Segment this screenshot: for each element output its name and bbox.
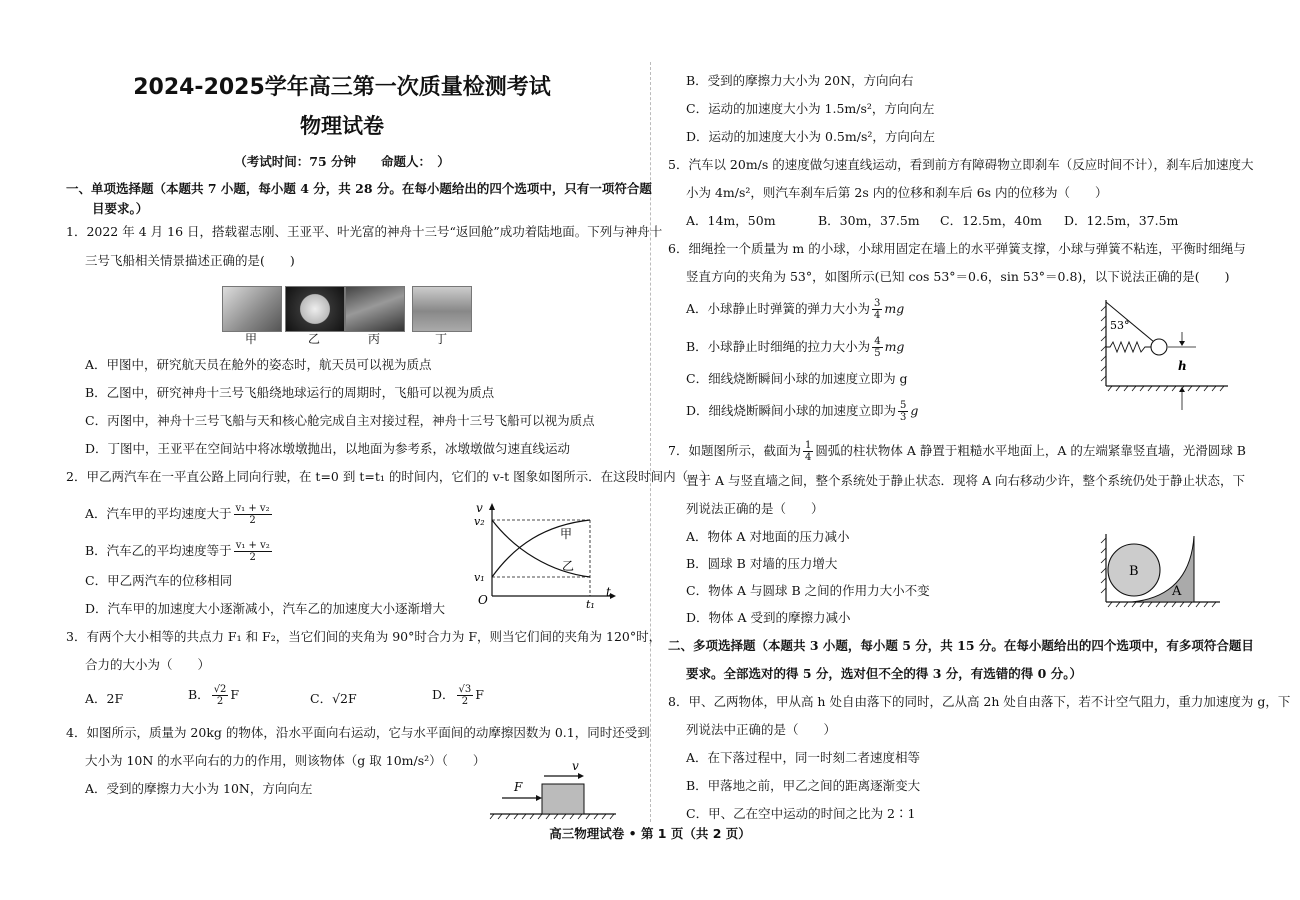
q3-option-d-suffix: F bbox=[475, 687, 484, 702]
q7-quarter-fraction bbox=[803, 440, 813, 463]
q6-option-b-text: B．小球静止时细绳的拉力大小为 bbox=[686, 339, 871, 354]
q6-spring-figure bbox=[1098, 296, 1233, 414]
q4-label-F: F bbox=[514, 780, 523, 794]
q2-stem: 2．甲乙两汽车在一平直公路上同向行驶，在 t=0 到 t=t₁ 的时间内，它们的 v-t 图象如图所示．在这段时间内（ ） bbox=[66, 469, 714, 484]
q7-stem-line1-prefix: 7．如题图所示，截面为 bbox=[668, 443, 801, 458]
section2-heading-line2: 要求。全部选对的得 5 分，选对但不全的得 3 分，有选错的得 0 分。） bbox=[686, 666, 1082, 681]
q8-option-c: C．甲、乙在空中运动的时间之比为 2∶1 bbox=[686, 806, 916, 821]
q8-option-a: A．在下落过程中，同一时刻二者速度相等 bbox=[686, 750, 921, 765]
q6-option-d bbox=[686, 400, 918, 423]
exam-info: （考试时间：75 分钟 命题人： ） bbox=[234, 154, 450, 169]
q4-stem-line1: 4．如图所示，质量为 20kg 的物体，沿水平面向右运动，它与水平面间的动摩擦因数为 0.1，同时还受到 bbox=[66, 725, 650, 740]
q1-caption-yi: 乙 bbox=[307, 332, 320, 346]
q2-label-v1: v₁ bbox=[474, 571, 485, 584]
q6-ground-hatch bbox=[1108, 386, 1224, 391]
q6-option-d-num: 5 bbox=[900, 400, 907, 411]
q6-option-a bbox=[686, 298, 904, 321]
q1-image-bing bbox=[345, 286, 405, 332]
q6-option-a-suffix: mg bbox=[884, 301, 905, 316]
q1-image-ding bbox=[412, 286, 472, 332]
q6-wall-hatch bbox=[1101, 306, 1106, 381]
q2-label-yi: 乙 bbox=[562, 559, 575, 573]
q7-option-b: B．圆球 B 对墙的压力增大 bbox=[686, 556, 838, 571]
q7-stem-line1-suffix: 圆弧的柱状物体 A 静置于粗糙水平地面上，A 的左端紧靠竖直墙，光滑圆球 B bbox=[815, 443, 1246, 458]
q6-option-d-den: 3 bbox=[900, 412, 907, 423]
q6-option-b-fraction bbox=[872, 336, 882, 359]
q7-label-A: A bbox=[1172, 584, 1182, 599]
q2-option-d: D．汽车甲的加速度大小逐渐减小，汽车乙的加速度大小逐渐增大 bbox=[85, 601, 446, 616]
q6-h-arrowhead-bottom bbox=[1179, 387, 1185, 392]
q2-option-a-text: A．汽车甲的平均速度大于 bbox=[85, 506, 232, 521]
q3-option-b-prefix: B． bbox=[188, 687, 210, 702]
q6-option-b-den: 5 bbox=[874, 348, 881, 359]
q2-label-origin: O bbox=[478, 593, 488, 607]
q6-option-b-suffix: mg bbox=[884, 339, 905, 354]
q1-option-b: B．乙图中，研究神舟十三号飞船绕地球运行的周期时，飞船可以视为质点 bbox=[85, 385, 495, 400]
q1-caption-bing: 丙 bbox=[367, 332, 380, 346]
q2-option-a bbox=[85, 503, 274, 526]
q6-option-a-den: 4 bbox=[874, 310, 881, 321]
q8-stem-line2: 列说法中正确的是（ ） bbox=[686, 722, 837, 737]
q3-option-b-num: √2 bbox=[213, 684, 227, 695]
q5-option-b: B．30m，37.5m bbox=[818, 213, 920, 228]
q4-ground-hatch bbox=[490, 814, 614, 819]
q7-quarter-den: 4 bbox=[804, 452, 812, 463]
q2-t-arrow bbox=[610, 593, 616, 599]
q6-option-d-text: D．细线烧断瞬间小球的加速度立即为 bbox=[686, 403, 897, 418]
q2-label-jia: 甲 bbox=[560, 527, 573, 541]
q7-wall-hatch bbox=[1101, 538, 1106, 593]
q6-stem-line1: 6．细绳拴一个质量为 m 的小球，小球用固定在墙上的水平弹簧支撑，小球与弹簧不粘连，平衡时细绳与 bbox=[668, 241, 1246, 256]
q4-option-c: C．运动的加速度大小为 1.5m/s²，方向向左 bbox=[686, 101, 935, 116]
q3-option-d bbox=[432, 684, 484, 707]
q2-curve-jia bbox=[492, 520, 590, 577]
q7-stem-line2: 置于 A 与竖直墙之间，整个系统处于静止状态．现将 A 向右移动少许，整个系统仍处于静止状态，下 bbox=[686, 473, 1245, 488]
section1-heading-line1: 一、单项选择题（本题共 7 小题，每小题 4 分，共 28 分。在每小题给出的四个选项中，只有一项符合题 bbox=[66, 181, 652, 196]
q6-option-d-fraction bbox=[898, 400, 908, 423]
q6-option-b bbox=[686, 336, 904, 359]
q4-block bbox=[542, 784, 584, 814]
q1-caption-ding: 丁 bbox=[434, 332, 447, 346]
exam-subtitle: 物理试卷 bbox=[300, 114, 384, 138]
q7-stem-line3: 列说法正确的是（ ） bbox=[686, 501, 824, 516]
q5-option-d: D．12.5m，37.5m bbox=[1064, 213, 1179, 228]
q6-option-a-fraction bbox=[872, 298, 882, 321]
q5-option-c: C．12.5m，40m bbox=[940, 213, 1043, 228]
q5-stem-line1: 5．汽车以 20m/s 的速度做匀速直线运动，看到前方有障碍物立即刹车（反应时间不计），刹车后加速度大 bbox=[668, 157, 1254, 172]
q4-stem-line2: 大小为 10N 的水平向右的力的作用，则该物体（g 取 10m/s²）（ ） bbox=[85, 753, 486, 768]
q5-option-a: A．14m，50m bbox=[686, 213, 776, 228]
q4-label-v: v bbox=[572, 759, 579, 773]
q3-option-d-num: √3 bbox=[458, 684, 472, 695]
q3-option-b-den: 2 bbox=[216, 696, 224, 707]
q1-option-c: C．丙图中，神舟十三号飞船与天和核心舱完成自主对接过程，神舟十三号飞船可以视为质点 bbox=[85, 413, 595, 428]
q2-fraction-b-den: 2 bbox=[249, 552, 256, 563]
q1-option-d: D．丁图中，王亚平在空间站中将冰墩墩抛出，以地面为参考系，冰墩墩做匀速直线运动 bbox=[85, 441, 571, 456]
q6-stem-line2: 竖直方向的夹角为 53°，如图所示(已知 cos 53°＝0.6，sin 53°＝0.8)，以下说法正确的是( ) bbox=[686, 269, 1230, 284]
q8-option-b: B．甲落地之前，甲乙之间的距离逐渐变大 bbox=[686, 778, 921, 793]
q3-stem-line2: 合力的大小为（ ） bbox=[85, 657, 211, 672]
q6-h-label: h bbox=[1178, 359, 1187, 373]
q6-h-arrowhead-top bbox=[1179, 341, 1185, 346]
q5-stem-line2: 小为 4m/s²，则汽车刹车后第 2s 内的位移和刹车后 6s 内的位移为（ ） bbox=[686, 185, 1108, 200]
q2-label-v: v bbox=[476, 501, 483, 515]
q7-option-c: C．物体 A 与圆球 B 之间的作用力大小不变 bbox=[686, 583, 930, 598]
q3-option-d-den: 2 bbox=[461, 696, 469, 707]
q3-option-b-fraction bbox=[212, 684, 229, 707]
exam-title: 2024-2025学年高三第一次质量检测考试 bbox=[133, 75, 551, 100]
q7-stem-line1 bbox=[668, 440, 1246, 463]
q6-angle-label: 53° bbox=[1110, 319, 1130, 332]
q4-option-b: B．受到的摩擦力大小为 20N，方向向右 bbox=[686, 73, 914, 88]
q1-stem-line2: 三号飞船相关情景描述正确的是( ) bbox=[85, 253, 295, 268]
q4-option-a: A．受到的摩擦力大小为 10N，方向向左 bbox=[85, 781, 313, 796]
q2-label-t: t bbox=[606, 585, 611, 599]
q7-arc-figure bbox=[1098, 530, 1224, 610]
q4-block-figure bbox=[488, 758, 618, 820]
q2-fraction-b-num: v₁ + v₂ bbox=[235, 540, 270, 551]
q3-option-b-suffix: F bbox=[230, 687, 240, 702]
q2-curve-yi bbox=[492, 520, 590, 577]
q6-option-a-num: 3 bbox=[874, 298, 881, 309]
q4-force-arrowhead bbox=[536, 795, 542, 801]
section2-heading-line1: 二、多项选择题（本题共 3 小题，每小题 5 分，共 15 分。在每小题给出的四个选项中，有多项符合题目 bbox=[668, 638, 1254, 653]
q4-velocity-arrowhead bbox=[578, 773, 584, 779]
q3-stem-line1: 3．有两个大小相等的共点力 F₁ 和 F₂，当它们间的夹角为 90°时合力为 F，则当它们间的夹角为 120°时， bbox=[66, 629, 662, 644]
q3-option-b bbox=[188, 684, 239, 707]
q3-option-c: C．√2F bbox=[310, 691, 357, 706]
q7-ground-hatch bbox=[1108, 602, 1216, 607]
q2-vt-graph bbox=[470, 500, 620, 610]
column-divider bbox=[650, 62, 651, 822]
q1-image-yi bbox=[285, 286, 345, 332]
q2-fraction-a-den: 2 bbox=[249, 515, 256, 526]
q7-label-B: B bbox=[1129, 564, 1139, 579]
q6-option-a-text: A．小球静止时弹簧的弹力大小为 bbox=[686, 301, 871, 316]
q1-stem-line1: 1．2022 年 4 月 16 日，搭载翟志刚、王亚平、叶光富的神舟十三号“返回舱”成功着陆地面。下列与神舟十 bbox=[66, 224, 663, 239]
q1-caption-jia: 甲 bbox=[244, 332, 257, 346]
q1-image-jia bbox=[222, 286, 282, 332]
q2-v-arrow bbox=[489, 503, 495, 510]
q7-quarter-num: 1 bbox=[804, 440, 812, 451]
q7-option-a: A．物体 A 对地面的压力减小 bbox=[686, 529, 850, 544]
q6-option-b-num: 4 bbox=[874, 336, 881, 347]
q2-label-v2: v₂ bbox=[474, 515, 485, 528]
q6-ball bbox=[1151, 339, 1167, 355]
q2-option-c: C．甲乙两汽车的位移相同 bbox=[85, 573, 233, 588]
q3-option-a: A．2F bbox=[85, 691, 124, 706]
section1-heading-line2: 目要求。） bbox=[92, 201, 149, 216]
q3-option-d-prefix: D． bbox=[432, 687, 455, 702]
q4-option-d: D．运动的加速度大小为 0.5m/s²，方向向左 bbox=[686, 129, 935, 144]
q7-option-d: D．物体 A 受到的摩擦力减小 bbox=[686, 610, 851, 625]
q2-fraction-b bbox=[234, 540, 272, 563]
q2-label-t1: t₁ bbox=[586, 598, 595, 610]
q6-option-c: C．细线烧断瞬间小球的加速度立即为 g bbox=[686, 371, 908, 386]
q6-spring bbox=[1106, 342, 1151, 352]
q8-stem-line1: 8．甲、乙两物体，甲从高 h 处自由落下的同时，乙从高 2h 处自由落下，若不计空气阻力，重力加速度为 g，下 bbox=[668, 694, 1291, 709]
q1-option-a: A．甲图中，研究航天员在舱外的姿态时，航天员可以视为质点 bbox=[85, 357, 432, 372]
q2-fraction-a bbox=[234, 503, 272, 526]
q2-option-b-text: B．汽车乙的平均速度等于 bbox=[85, 543, 232, 558]
q2-fraction-a-num: v₁ + v₂ bbox=[235, 503, 270, 514]
q6-option-d-suffix: g bbox=[910, 403, 919, 418]
page-footer: 高三物理试卷 • 第 1 页（共 2 页） bbox=[549, 826, 751, 841]
q3-option-d-fraction bbox=[457, 684, 474, 707]
q2-option-b bbox=[85, 540, 274, 563]
